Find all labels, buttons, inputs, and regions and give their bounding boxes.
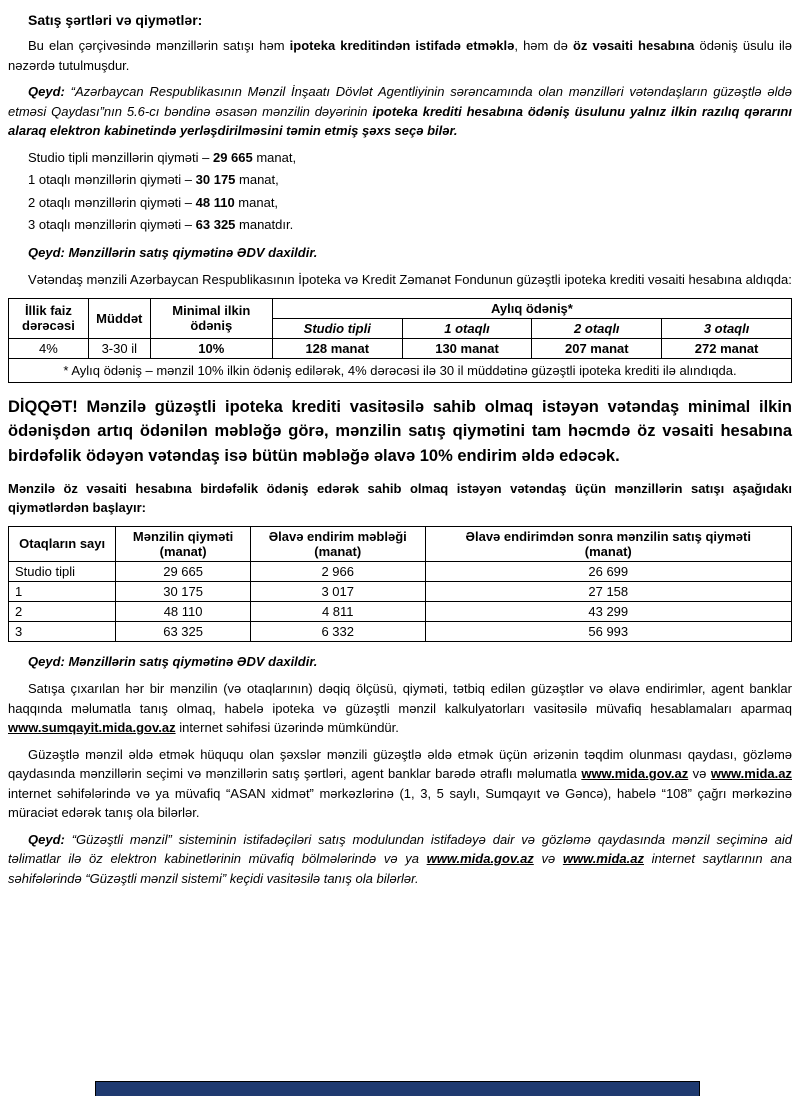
text-segment: və: [533, 851, 563, 867]
th-studio: Studio tipli: [272, 318, 402, 338]
price-line-1room: [8, 170, 792, 190]
cell-rate: 4%: [9, 338, 89, 358]
price-line-2room: [8, 193, 792, 213]
th-annual-rate: İllik faiz dərəcəsi: [9, 298, 89, 338]
website-info-paragraph: [8, 679, 792, 738]
cell-room-type: 1: [9, 581, 116, 601]
cell-initial: 10%: [150, 338, 272, 358]
mortgage-terms-table: [8, 298, 792, 383]
text-segment: və: [688, 766, 711, 782]
cell-discount: 6 332: [250, 621, 425, 641]
cell-monthly-studio: 128 manat: [272, 338, 402, 358]
th-1room: 1 otaqlı: [402, 318, 532, 338]
text-segment: 3 otaqlı mənzillərin qiyməti –: [28, 217, 196, 232]
price-value: 29 665: [212, 149, 253, 165]
sumqayit-mida-link[interactable]: www.sumqayit.mida.gov.az: [8, 720, 176, 736]
page-title: Satış şərtləri və qiymətlər:: [28, 12, 203, 28]
cell-term: 3-30 il: [88, 338, 150, 358]
cash-payment-intro: Mənzilə öz vəsaiti hesabına birdəfəlik ödəniş edərək sahib olmaq istəyən vətəndaş üçün mənzillərin satışı aşağıdakı qiymətlərdən başlayır:: [8, 480, 792, 516]
th-min-initial-payment: Minimal ilkin ödəniş: [150, 298, 272, 338]
text-segment: internet səhifələrində və ya müvafiq “ASAN xidmət” mərkəzlərinə (1, 3, 5 saylı, Sumqayıt və Gəncə), habelə “108” çağrı mərkəzinə müraciət edərək tanış ola bilərlər.: [8, 785, 792, 821]
text-segment: , həm də: [514, 38, 573, 53]
partial-table-header-bar: [95, 1081, 700, 1096]
table-footnote: * Aylıq ödəniş – mənzil 10% ilkin ödəniş edilərək, 4% dərəcəsi ilə 30 il müddətinə güzəştli ipoteka krediti ilə alındıqda.: [9, 358, 792, 382]
text-segment: manat,: [252, 149, 297, 165]
bold-text: ipoteka kreditindən istifadə etməklə: [289, 38, 515, 53]
intro-paragraph: [8, 36, 792, 75]
th-monthly-payment: Aylıq ödəniş*: [272, 298, 791, 318]
text-segment: “Azərbaycan Respublikasının Mənzil İnşaatı Dövlət Agentliyinin sərəncamında olan mənzilləri vətəndaşların güzəştlə əldə etməsi Qaydası”nın 5.6-cı bəndinə əsasən mənzilin dəyərinin: [8, 84, 792, 119]
cell-price: 30 175: [116, 581, 251, 601]
cell-price: 63 325: [116, 621, 251, 641]
text-segment: Bu elan çərçivəsində mənzillərin satışı həm: [28, 38, 290, 53]
cell-final-price: 56 993: [425, 621, 791, 641]
cell-price: 48 110: [116, 601, 251, 621]
cell-monthly-2room: 207 manat: [532, 338, 662, 358]
cell-final-price: 26 699: [425, 561, 791, 581]
cell-discount: 4 811: [250, 601, 425, 621]
cell-discount: 3 017: [250, 581, 425, 601]
cell-room-type: 2: [9, 601, 116, 621]
table-row: [9, 581, 792, 601]
th-price-after-discount: Əlavə endirimdən sonra mənzilin satış qiyməti (manat): [425, 526, 791, 561]
vat-note: Qeyd: Mənzillərin satış qiymətinə ƏDV daxildir.: [28, 653, 318, 669]
th-apartment-price: Mənzilin qiyməti (manat): [116, 526, 251, 561]
text-segment: 2 otaqlı mənzillərin qiyməti –: [28, 194, 196, 210]
bold-text: öz vəsaiti hesabına: [572, 38, 695, 53]
cell-room-type: 3: [9, 621, 116, 641]
mida-az-link[interactable]: www.mida.az: [710, 766, 792, 782]
cell-monthly-1room: 130 manat: [402, 338, 532, 358]
price-value: 63 325: [195, 217, 236, 232]
text-segment: Satışa çıxarılan hər bir mənzilin (və otaqlarının) dəqiq ölçüsü, qiyməti, tətbiq edilən güzəştlər və əlavə endirimlər, agent banklar haqqında məlumatla tanış olmaq, habelə ipoteka və güzəştli mənzil kalkulyatorları vasitəsilə müvafiq hesablamaları aparmaq: [8, 681, 792, 716]
th-extra-discount: Əlavə endirim məbləği (manat): [250, 526, 425, 561]
th-2room: 2 otaqlı: [532, 318, 662, 338]
price-value: 30 175: [195, 172, 236, 187]
cell-price: 29 665: [116, 561, 251, 581]
text-segment: manatdır.: [235, 217, 294, 232]
attention-paragraph: DİQQƏT! Mənzilə güzəştli ipoteka krediti vasitəsilə sahib olmaq istəyən vətəndaş minimal ilkin ödənişdən artıq ödənilən məbləğə görə, mənzilin satış qiymətini tam həcmdə öz vəsaiti hesabına birdəfəlik ödəyən vətəndaş isə bütün məbləğə əlavə 10% endirim əldə edəcək.: [8, 397, 792, 465]
note-label: Qeyd:: [28, 84, 65, 99]
text-segment: ödəniş üsulu ilə nəzərdə tutulmuşdur.: [8, 38, 792, 73]
cell-final-price: 27 158: [425, 581, 791, 601]
text-segment: Güzəştlə mənzil əldə etmək hüququ olan şəxslər mənzili güzəştlə əldə etmək üçün ərizənin təqdim olunması qaydası, gözləmə qaydasında mənzillərin seçimi və mənzillərin satış şərtləri, agent banklar barədə ətraflı məlumatla: [8, 746, 792, 782]
mida-gov-link[interactable]: www.mida.gov.az: [426, 851, 534, 867]
text-segment: internet saytlarının ana səhifələrində “Güzəştli mənzil sistemi” keçidi vasitəsilə tanış ola bilərlər.: [8, 851, 792, 886]
th-room-count: Otaqların sayı: [9, 526, 116, 561]
th-3room: 3 otaqlı: [662, 318, 792, 338]
bold-text: ipoteka krediti hesabına ödəniş üsulunu yalnız ilkin razılıq qərarını alaraq elektron kabinetində yerləşdirilməsini təmin etmiş şəxs seçə bilər.: [8, 103, 792, 138]
note-label: Qeyd:: [28, 831, 65, 847]
discount-prices-table: [8, 526, 792, 642]
cell-final-price: 43 299: [425, 601, 791, 621]
text-segment: internet səhifəsi üzərində mümkündür.: [175, 720, 399, 736]
price-line-studio: [8, 148, 792, 168]
th-term: Müddət: [88, 298, 150, 338]
table-row: [9, 601, 792, 621]
mida-gov-link[interactable]: www.mida.gov.az: [581, 766, 689, 782]
cell-monthly-3room: 272 manat: [662, 338, 792, 358]
cell-discount: 2 966: [250, 561, 425, 581]
table-row: [9, 561, 792, 581]
price-line-3room: [8, 215, 792, 235]
table-row: [9, 338, 792, 358]
text-segment: “Güzəştli mənzil” sisteminin istifadəçiləri satış modulundan istifadəyə dair və gözləmə qaydasında mənzil seçiminə aid təlimatlar ilə öz elektron kabinetlərinin müvafiq bölmələrində və ya: [8, 831, 792, 867]
price-value: 48 110: [195, 194, 235, 210]
cell-room-type: Studio tipli: [9, 561, 116, 581]
eligibility-info-paragraph: [8, 745, 792, 823]
final-note-paragraph: [8, 830, 792, 889]
mortgage-intro-paragraph: Vətəndaş mənzili Azərbaycan Respublikasının İpoteka və Kredit Zəmanət Fondunun güzəştli ipoteka krediti vəsaiti hesabına aldıqda:: [28, 272, 792, 287]
text-segment: manat,: [235, 172, 279, 187]
table-row: [9, 621, 792, 641]
text-segment: 1 otaqlı mənzillərin qiyməti –: [28, 172, 196, 187]
text-segment: manat,: [234, 194, 279, 210]
vat-note: Qeyd: Mənzillərin satış qiymətinə ƏDV daxildir.: [28, 244, 318, 260]
mida-az-link[interactable]: www.mida.az: [562, 851, 644, 867]
note-paragraph: [8, 82, 792, 141]
text-segment: Studio tipli mənzillərin qiyməti –: [28, 149, 213, 165]
